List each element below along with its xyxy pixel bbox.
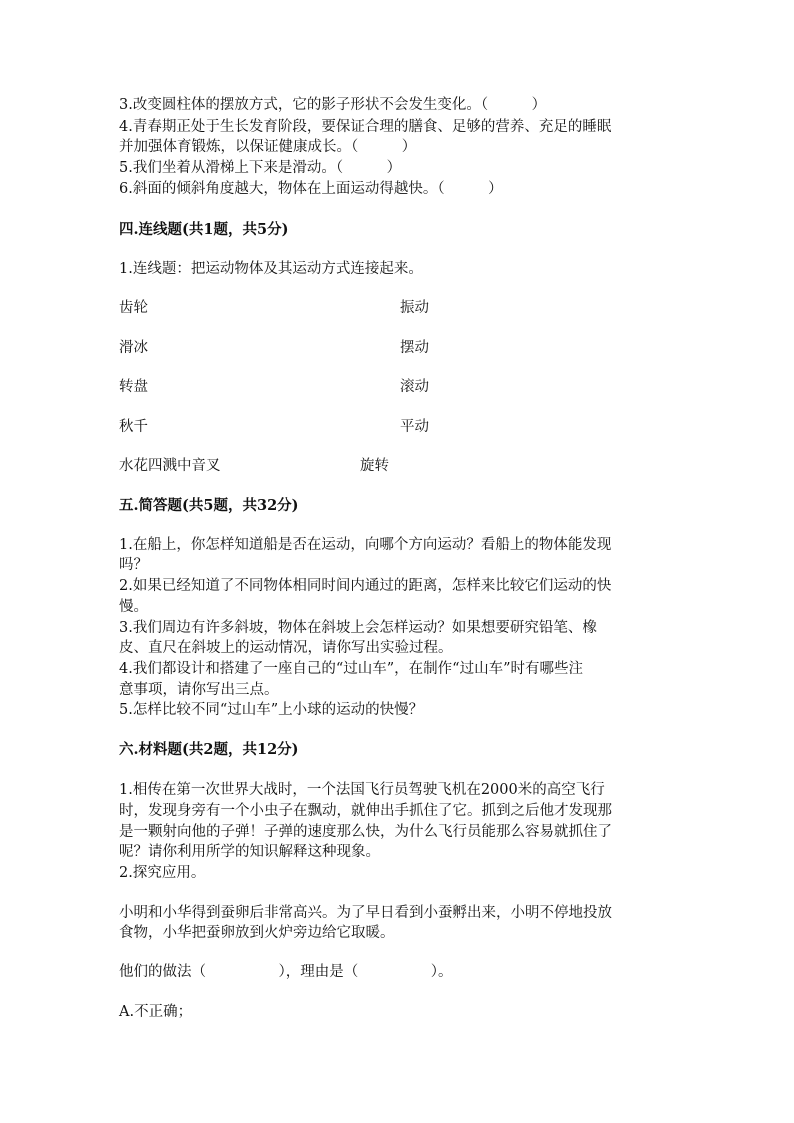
tf-item-4-line2: 并加强体育锻炼，以保证健康成长。（ ） [119,139,417,155]
material-q1-line: 时，发现身旁有一个小虫子在飘动，就伸出手抓住了它。抓到之后他才发现那 [119,803,612,819]
short-answer-line: 意事项，请你写出三点。 [119,682,279,698]
match-right-2: 摆动 [400,340,429,356]
short-answer-line: 2.如果已经知道了不同物体相同时间内通过的距离，怎样来比较它们运动的快 [119,578,612,594]
passage-line: 食物，小华把蚕卵放到火炉旁边给它取暖。 [119,925,395,941]
short-answer-line: 5.怎样比较不同“过山车”上小球的运动的快慢？ [119,702,424,718]
match-left-2: 滑冰 [119,340,148,356]
tf-item-3: 3.改变圆柱体的摆放方式，它的影子形状不会发生变化。（ ） [119,97,547,113]
match-right-5: 旋转 [360,458,389,474]
material-q1-line: 呢？请你利用所学的知识解释这种现象。 [119,844,380,860]
tf-item-6: 6.斜面的倾斜角度越大，物体在上面运动得越快。（ ） [119,181,503,197]
short-answer-line: 慢。 [119,599,148,615]
match-left-3: 转盘 [119,379,148,395]
material-q2-label: 2.探究应用。 [119,865,206,881]
short-answer-line: 1.在船上，你怎样知道船是否在运动，向哪个方向运动？看船上的物体能发现 [119,537,612,553]
match-right-1: 振动 [400,300,429,316]
short-answer-line: 皮、直尺在斜坡上的运动情况，请你写出实验过程。 [119,640,453,656]
match-left-5: 水花四溅中音叉 [119,458,221,474]
match-left-4: 秋千 [119,419,148,435]
section6-heading: 六.材料题(共2题，共12分) [119,741,299,758]
section4-heading: 四.连线题(共1题，共5分) [119,221,289,238]
match-right-3: 滚动 [400,379,429,395]
section5-heading: 五.简答题(共5题，共32分) [119,497,299,514]
short-answer-line: 4.我们都设计和搭建了一座自己的“过山车”，在制作“过山车”时有哪些注 [119,661,583,677]
tf-item-4-line1: 4.青春期正处于生长发育阶段，要保证合理的膳食、足够的营养、充足的睡眠 [119,119,612,135]
material-q1-line: 1.相传在第一次世界大战时，一个法国飞行员驾驶飞机在2000米的高空飞行 [119,782,605,798]
option-a: A.不正确； [119,1004,193,1020]
material-q1-line: 是一颗射向他的子弹！子弹的速度那么快，为什么飞行员能那么容易就抓住了 [119,824,612,840]
match-left-1: 齿轮 [119,300,148,316]
match-right-4: 平动 [400,419,429,435]
short-answer-line: 3.我们周边有许多斜坡，物体在斜坡上会怎样运动？如果想要研究铅笔、橡 [119,620,597,636]
short-answer-line: 吗？ [119,557,148,573]
tf-item-5: 5.我们坐着从滑梯上下来是滑动。（ ） [119,160,402,176]
passage-line: 小明和小华得到蚕卵后非常高兴。为了早日看到小蚕孵出来，小明不停地投放 [119,905,612,921]
matching-question: 1.连线题：把运动物体及其运动方式连接起来。 [119,261,423,277]
fill-in-prompt: 他们的做法（ ），理由是（ ）。 [119,964,453,980]
